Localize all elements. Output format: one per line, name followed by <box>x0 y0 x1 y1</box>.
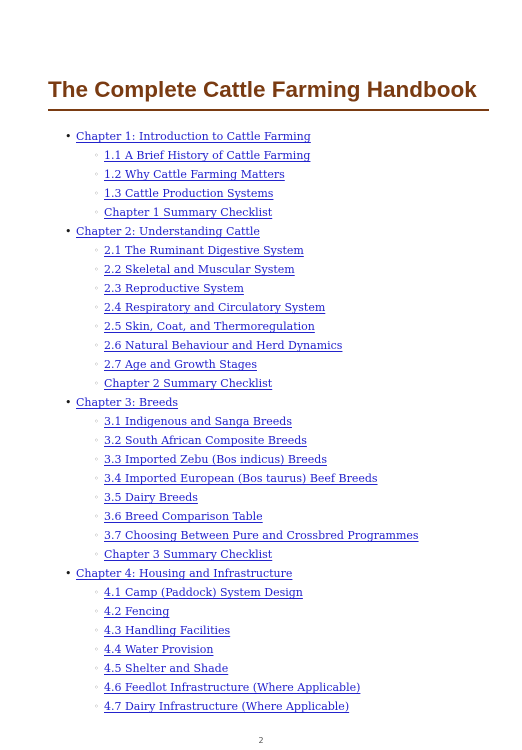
toc-section-item <box>65 697 495 716</box>
circle-bullet-icon: ◦ <box>94 531 99 540</box>
toc-section-link[interactable]: 4.4 Water Provision <box>104 643 214 656</box>
circle-bullet-icon: ◦ <box>94 322 99 331</box>
circle-bullet-icon: ◦ <box>94 607 99 616</box>
toc-section-item <box>65 165 495 184</box>
bullet-icon: • <box>65 567 72 580</box>
toc-section-link[interactable]: 4.6 Feedlot Infrastructure (Where Applicable) <box>104 681 361 694</box>
circle-bullet-icon: ◦ <box>94 683 99 692</box>
circle-bullet-icon: ◦ <box>94 151 99 160</box>
circle-bullet-icon: ◦ <box>94 265 99 274</box>
circle-bullet-icon: ◦ <box>94 189 99 198</box>
toc-section-link[interactable]: 3.2 South African Composite Breeds <box>104 434 307 447</box>
circle-bullet-icon: ◦ <box>94 645 99 654</box>
circle-bullet-icon: ◦ <box>94 208 99 217</box>
toc-section-item <box>65 317 495 336</box>
toc-section-link[interactable]: Chapter 2 Summary Checklist <box>104 377 273 390</box>
toc-section-link[interactable]: 3.7 Choosing Between Pure and Crossbred Programmes <box>104 529 419 542</box>
toc-section-link[interactable]: 3.1 Indigenous and Sanga Breeds <box>104 415 292 428</box>
toc-section-link[interactable]: 4.3 Handling Facilities <box>104 624 231 637</box>
toc-section-link[interactable]: 2.5 Skin, Coat, and Thermoregulation <box>104 320 315 333</box>
toc-section-item <box>65 146 495 165</box>
toc-section-link[interactable]: 3.4 Imported European (Bos taurus) Beef Breeds <box>104 472 378 485</box>
toc-section-item <box>65 298 495 317</box>
toc-section-item <box>65 374 495 393</box>
toc-section-item <box>65 184 495 203</box>
toc-section-link[interactable]: 2.6 Natural Behaviour and Herd Dynamics <box>104 339 343 352</box>
toc-section-link[interactable]: 2.7 Age and Growth Stages <box>104 358 257 371</box>
toc-section-item <box>65 678 495 697</box>
toc-section-link[interactable]: 1.1 A Brief History of Cattle Farming <box>104 149 311 162</box>
toc-section-link[interactable]: 2.1 The Ruminant Digestive System <box>104 244 304 257</box>
toc-chapter-link[interactable]: Chapter 2: Understanding Cattle <box>76 225 260 238</box>
toc-section-item <box>65 260 495 279</box>
toc-chapter-item <box>65 127 495 146</box>
circle-bullet-icon: ◦ <box>94 588 99 597</box>
circle-bullet-icon: ◦ <box>94 417 99 426</box>
circle-bullet-icon: ◦ <box>94 474 99 483</box>
toc-section-item <box>65 450 495 469</box>
toc-section-link[interactable]: 4.2 Fencing <box>104 605 170 618</box>
toc-section-link[interactable]: 4.7 Dairy Infrastructure (Where Applicable) <box>104 700 350 713</box>
circle-bullet-icon: ◦ <box>94 550 99 559</box>
toc-section-item <box>65 640 495 659</box>
toc-chapter-item <box>65 564 495 583</box>
circle-bullet-icon: ◦ <box>94 246 99 255</box>
toc-section-item <box>65 545 495 564</box>
toc-section-link[interactable]: 2.4 Respiratory and Circulatory System <box>104 301 326 314</box>
toc-chapter-item <box>65 222 495 241</box>
table-of-contents <box>65 127 495 716</box>
bullet-icon: • <box>65 225 72 238</box>
toc-section-link[interactable]: Chapter 1 Summary Checklist <box>104 206 273 219</box>
toc-section-item <box>65 412 495 431</box>
circle-bullet-icon: ◦ <box>94 455 99 464</box>
toc-section-link[interactable]: 3.6 Breed Comparison Table <box>104 510 263 523</box>
circle-bullet-icon: ◦ <box>94 170 99 179</box>
toc-chapter-link[interactable]: Chapter 1: Introduction to Cattle Farming <box>76 130 311 143</box>
toc-section-link[interactable]: 3.5 Dairy Breeds <box>104 491 198 504</box>
toc-section-item <box>65 241 495 260</box>
toc-section-item <box>65 279 495 298</box>
toc-section-item <box>65 336 495 355</box>
circle-bullet-icon: ◦ <box>94 284 99 293</box>
circle-bullet-icon: ◦ <box>94 512 99 521</box>
circle-bullet-icon: ◦ <box>94 303 99 312</box>
toc-section-link[interactable]: 3.3 Imported Zebu (Bos indicus) Breeds <box>104 453 327 466</box>
toc-section-item <box>65 602 495 621</box>
toc-section-link[interactable]: 4.5 Shelter and Shade <box>104 662 229 675</box>
circle-bullet-icon: ◦ <box>94 379 99 388</box>
toc-section-link[interactable]: 2.2 Skeletal and Muscular System <box>104 263 295 276</box>
toc-chapter-item <box>65 393 495 412</box>
circle-bullet-icon: ◦ <box>94 664 99 673</box>
circle-bullet-icon: ◦ <box>94 341 99 350</box>
toc-section-item <box>65 203 495 222</box>
toc-section-item <box>65 488 495 507</box>
bullet-icon: • <box>65 130 72 143</box>
toc-section-link[interactable]: Chapter 3 Summary Checklist <box>104 548 273 561</box>
toc-section-link[interactable]: 2.3 Reproductive System <box>104 282 244 295</box>
toc-section-item <box>65 469 495 488</box>
toc-section-item <box>65 583 495 602</box>
toc-section-item <box>65 355 495 374</box>
page-title: The Complete Cattle Farming Handbook <box>48 77 477 102</box>
toc-section-link[interactable]: 4.1 Camp (Paddock) System Design <box>104 586 303 599</box>
circle-bullet-icon: ◦ <box>94 436 99 445</box>
circle-bullet-icon: ◦ <box>94 360 99 369</box>
toc-chapter-link[interactable]: Chapter 3: Breeds <box>76 396 179 409</box>
title-divider <box>48 109 489 111</box>
toc-section-item <box>65 431 495 450</box>
toc-section-item <box>65 659 495 678</box>
bullet-icon: • <box>65 396 72 409</box>
toc-section-item <box>65 621 495 640</box>
circle-bullet-icon: ◦ <box>94 702 99 711</box>
page-number: 2 <box>258 736 264 745</box>
toc-section-link[interactable]: 1.2 Why Cattle Farming Matters <box>104 168 285 181</box>
circle-bullet-icon: ◦ <box>94 493 99 502</box>
toc-chapter-link[interactable]: Chapter 4: Housing and Infrastructure <box>76 567 293 580</box>
toc-section-item <box>65 526 495 545</box>
toc-section-item <box>65 507 495 526</box>
toc-section-link[interactable]: 1.3 Cattle Production Systems <box>104 187 274 200</box>
circle-bullet-icon: ◦ <box>94 626 99 635</box>
